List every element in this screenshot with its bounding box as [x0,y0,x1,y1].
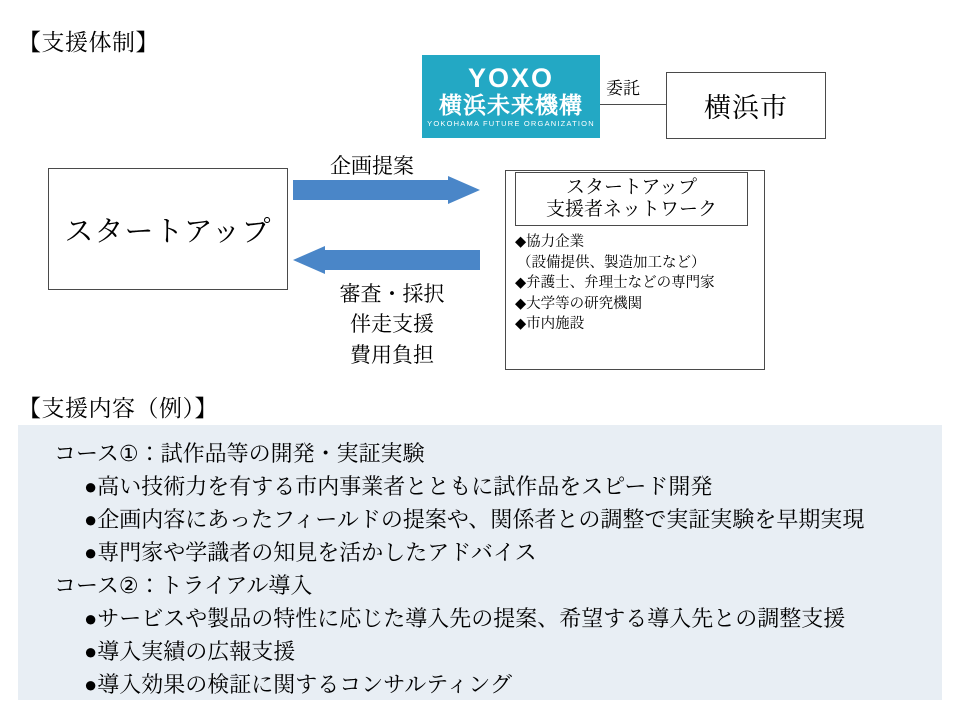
course-1-title: コース①：試作品等の開発・実証実験 [54,441,425,466]
yoxo-name-japanese: 横浜未来機構 [439,92,583,119]
network-list-item: ◆協力企業 [515,234,585,250]
startup-box [48,168,288,290]
section-heading-support-system: 【支援体制】 [18,29,159,55]
course-2-title: コース②：トライアル導入 [54,573,313,598]
network-list-item: ◆大学等の研究機関 [515,295,643,312]
network-list-item: ◆市内施設 [515,316,585,333]
support-arrow-label-1: 審査・採択 [339,283,445,306]
startup-label: スタートアップ [64,215,272,248]
course-1-bullet: ●高い技術力を有する市内事業者とともに試作品をスピード開発 [84,474,713,499]
supporter-network-title-box [515,172,748,226]
section-heading-support-content: 【支援内容（例）】 [18,395,218,421]
entrustment-label: 委託 [606,79,640,98]
support-arrow-left [293,246,480,274]
supporter-network-list [515,232,755,335]
network-list-item: ◆弁護士、弁理士などの専門家 [515,275,715,292]
course-2-bullet: ●導入効果の検証に関するコンサルティング [84,672,512,697]
course-1-bullet: ●企画内容にあったフィールドの提案や、関係者との調整で実証実験を早期実現 [84,507,865,532]
support-arrow-labels [322,280,462,371]
supporter-network-title-line2: 支援者ネットワーク [545,199,717,220]
arrow-shaft [322,250,480,270]
support-arrow-label-3: 費用負担 [350,343,434,367]
yoxo-logo-text: YOXO [467,63,555,94]
course-1-bullet: ●専門家や学識者の知見を活かしたアドバイス [84,540,537,565]
yokohama-city-box [666,72,826,139]
arrow-head [293,246,325,274]
support-arrow-label-2: 伴走支援 [350,313,434,337]
yoxo-organization-box [422,55,600,138]
course-2-bullet: ●導入実績の広報支援 [84,639,296,664]
arrow-head [448,176,480,204]
arrow-shaft [293,180,451,200]
network-list-item: （設備提供、製造加工など） [517,254,706,271]
yoxo-name-english: YOKOHAMA FUTURE ORGANIZATION [427,119,595,129]
support-content-panel [18,425,942,700]
entrustment-connector-line [600,104,666,105]
supporter-network-title-line1: スタートアップ [565,177,698,199]
yokohama-city-label: 横浜市 [704,93,788,123]
proposal-arrow-label: 企画提案 [330,155,414,178]
proposal-arrow-right [293,176,480,204]
course-2-bullet: ●サービスや製品の特性に応じた導入先の提案、希望する導入先との調整支援 [84,606,846,631]
